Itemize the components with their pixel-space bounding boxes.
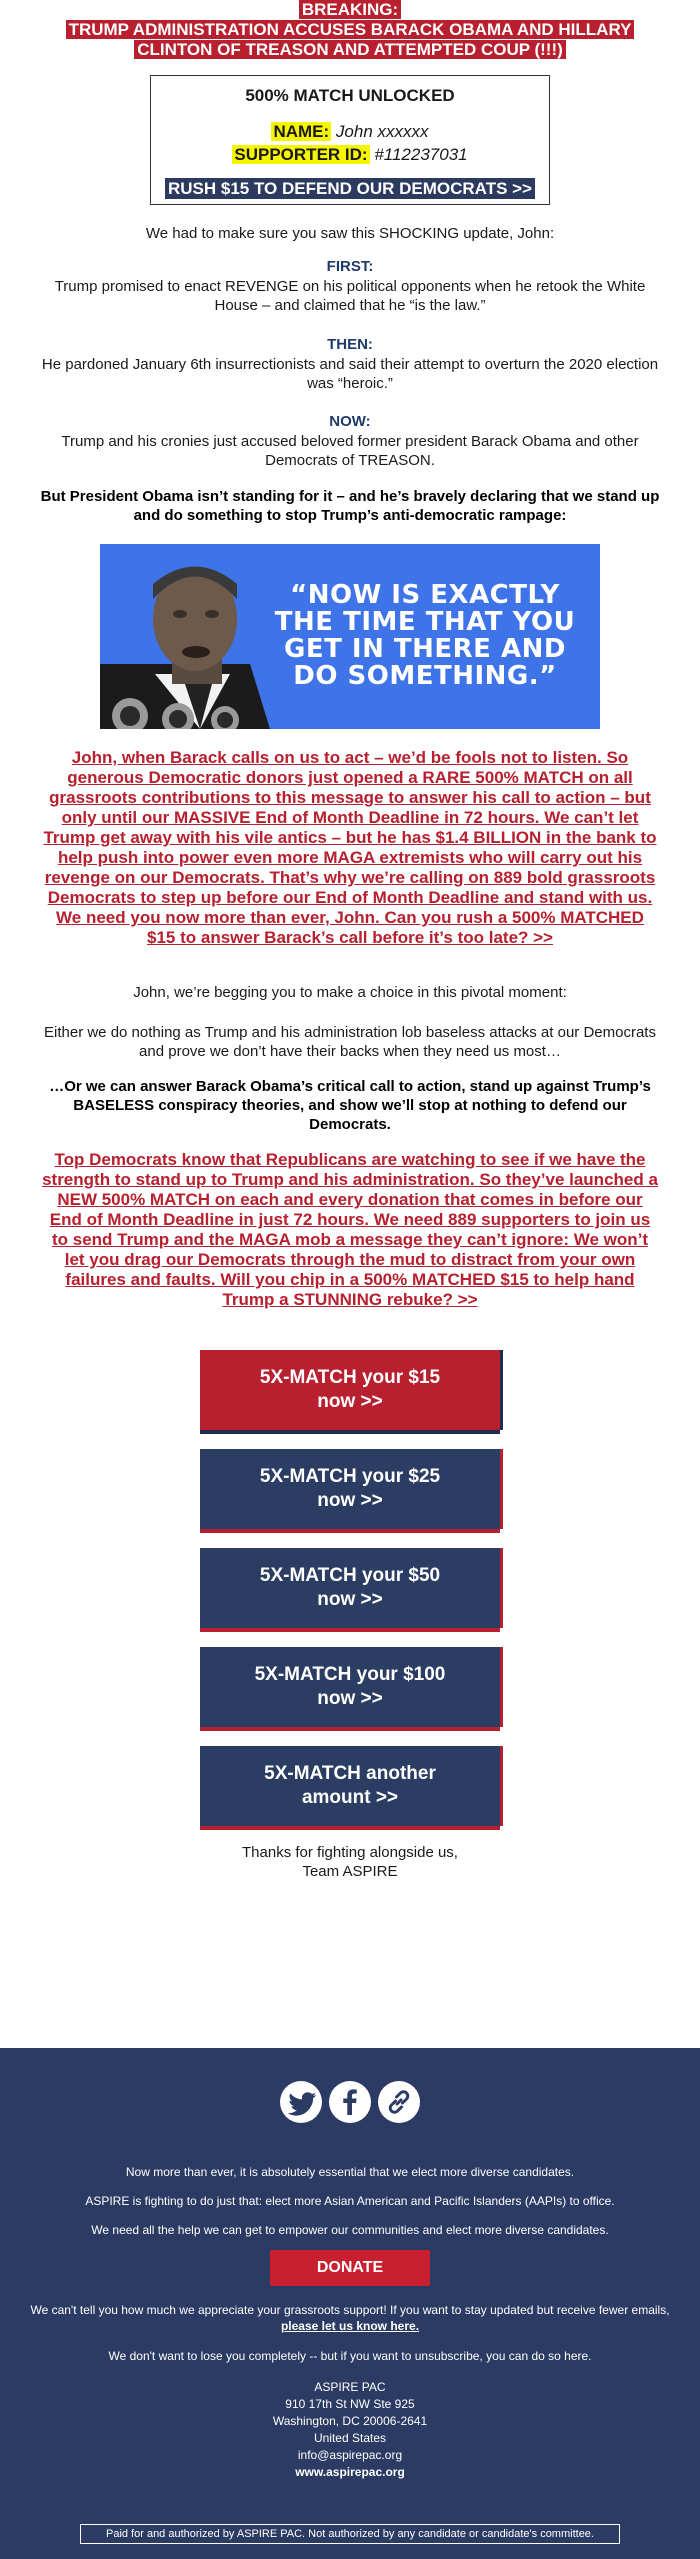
match-appeal-link-2[interactable]: Top Democrats know that Republicans are watching to see if we have the strength to stand up to Trump and his administration. So they’ve launched a NEW 500% MATCH on each and every donation that comes in before our End of Month Deadline in just 72 hours. We need 889 supporters to join us to send Trump and the MAGA mob a message they can’t ignore: We won’t let you drag our Democrats through the mud to distract from your own failures and faults. Will you chip in a 500% MATCHED $15 to help hand Trump a STUNNING rebuke? >>: [42, 1150, 658, 1309]
donate-100-line1: 5X-MATCH your $100: [254, 1664, 446, 1685]
donate-button[interactable]: DONATE: [270, 2250, 430, 2286]
then-heading: THEN:: [327, 336, 373, 353]
donate-50-line2: now >>: [317, 1589, 383, 1610]
or-text: …Or we can answer Barack Obama’s critical call to action, stand up against Trump’s BASELESS conspiracy theories, and show we’ll stop at nothing to defend our Democrats.: [49, 1078, 651, 1133]
donate-other-line2: amount >>: [301, 1787, 399, 1808]
donate-other-button[interactable]: [200, 1746, 500, 1826]
signoff-thanks: Thanks for fighting alongside us,: [242, 1844, 458, 1861]
supporter-value: #112237031: [374, 145, 468, 164]
donate-15-line2: now >>: [317, 1391, 383, 1412]
headline-line-1: TRUMP ADMINISTRATION ACCUSES BARACK OBAMA AND HILLARY: [66, 20, 635, 39]
footer-appreciate: We can't tell you how much we appreciate your grassroots support! If you want to stay updated but receive fewer emails,: [30, 2303, 670, 2317]
donate-25-line1: 5X-MATCH your $25: [259, 1466, 441, 1487]
mailing-address: [200, 2379, 500, 2481]
obama-standing-text: But President Obama isn’t standing for it – and he’s bravely declaring that we stand up and do something to stop Trump’s anti-democratic rampage:: [40, 488, 660, 524]
donate-25-line2: now >>: [317, 1490, 383, 1511]
name-value: John xxxxxx: [335, 122, 429, 141]
breaking-label: BREAKING:: [299, 0, 401, 19]
footer-aspire-mission: ASPIRE is fighting to do just that: elect more Asian American and Pacific Islanders (AAPIs) to office.: [85, 2194, 615, 2208]
unsubscribe-link[interactable]: We don't want to lose you completely -- but if you want to unsubscribe, you can do so here.: [108, 2349, 592, 2363]
address-org: ASPIRE PAC: [314, 2380, 386, 2394]
begging-text: John, we’re begging you to make a choice in this pivotal moment:: [133, 984, 567, 1001]
donate-25-button[interactable]: [200, 1449, 500, 1529]
donate-100-button[interactable]: [200, 1647, 500, 1727]
supporter-row: [151, 145, 549, 165]
fewer-emails-link[interactable]: please let us know here.: [280, 2319, 420, 2333]
address-country: United States: [313, 2431, 387, 2445]
match-appeal-link-1[interactable]: John, when Barack calls on us to act – we’d be fools not to listen. So generous Democratic donors just opened a RARE 500% MATCH on all grassroots contributions to this message to answer his call to action – but only until our MASSIVE End of Month Deadline in 72 hours. We can’t let Trump get away with his vile antics – but he has $1.4 BILLION in the bank to help push into power even more MAGA extremists who will carry out his revenge on our Democrats. That’s why we’re calling on 889 bold grassroots Democrats to step up before our End of Month Deadline and stand with us. We need you now more than ever, John. Can you rush a 500% MATCHED $15 to answer Barack’s call before it’s too late? >>: [43, 748, 657, 947]
donate-50-line1: 5X-MATCH your $50: [259, 1565, 441, 1586]
headline-line-2: CLINTON OF TREASON AND ATTEMPTED COUP (!!!): [134, 40, 566, 59]
donate-100-line2: now >>: [317, 1688, 383, 1709]
footer-diverse-candidates: Now more than ever, it is absolutely essential that we elect more diverse candidates.: [125, 2165, 575, 2179]
now-text: Trump and his cronies just accused beloved former president Barack Obama and other Democrats of TREASON.: [61, 433, 639, 469]
rush-link-label: RUSH $15 TO DEFEND OUR DEMOCRATS >>: [165, 178, 535, 199]
hero-quote-text: “NOW IS EXACTLY THE TIME THAT YOU GET IN THERE AND DO SOMETHING.”: [274, 580, 576, 691]
donate-50-button[interactable]: [200, 1548, 500, 1628]
paid-for-disclaimer: Paid for and authorized by ASPIRE PAC. Not authorized by any candidate or candidate's committee.: [80, 2524, 620, 2544]
contact-email-link[interactable]: info@aspirepac.org: [297, 2448, 403, 2462]
donate-other-line1: 5X-MATCH another: [264, 1763, 436, 1784]
address-street: 910 17th St NW Ste 925: [285, 2397, 415, 2411]
name-row: [151, 122, 549, 142]
link-icon[interactable]: [378, 2081, 420, 2123]
address-city: Washington, DC 20006-2641: [272, 2414, 428, 2428]
donate-15-button[interactable]: [200, 1350, 500, 1430]
intro-text: We had to make sure you saw this SHOCKING update, John:: [145, 225, 555, 242]
name-label: NAME:: [273, 122, 330, 141]
match-unlocked-box: [150, 75, 550, 205]
donate-15-line1: 5X-MATCH your $15: [259, 1367, 441, 1388]
then-text: He pardoned January 6th insurrectionists and said their attempt to overturn the 2020 election was “heroic.”: [41, 356, 659, 392]
now-heading: NOW:: [329, 413, 371, 430]
breaking-headline: [40, 0, 660, 60]
first-text: Trump promised to enact REVENGE on his political opponents when he retook the White House – and claimed that he “is the law.”: [54, 278, 646, 314]
footer-need-help: We need all the help we can get to empower our communities and elect more diverse candidates.: [91, 2223, 609, 2237]
website-link[interactable]: www.aspirepac.org: [295, 2465, 405, 2479]
supporter-label: SUPPORTER ID:: [234, 145, 368, 164]
signoff-team: Team ASPIRE: [302, 1863, 398, 1880]
first-heading: FIRST:: [326, 258, 374, 275]
rush-link[interactable]: [159, 179, 541, 199]
footer: [0, 2048, 700, 2559]
either-text: Either we do nothing as Trump and his administration lob baseless attacks at our Democrats and prove we don’t have their backs when they need us most…: [44, 1024, 656, 1060]
match-title: 500% MATCH UNLOCKED: [245, 86, 455, 105]
obama-quote-banner: [100, 544, 600, 729]
twitter-icon[interactable]: [280, 2081, 322, 2123]
facebook-icon[interactable]: [329, 2081, 371, 2123]
